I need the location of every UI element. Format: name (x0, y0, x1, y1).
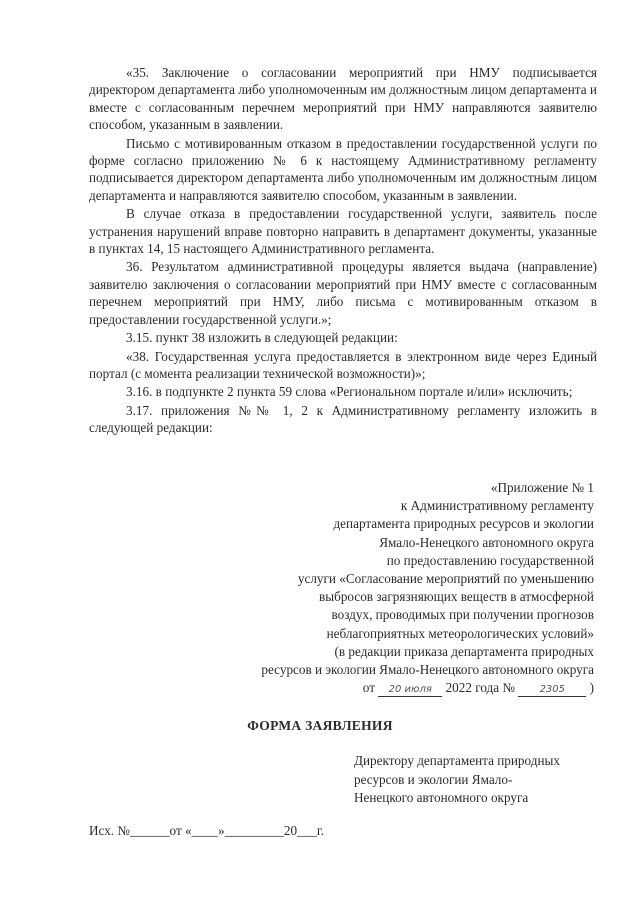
paragraph-38: «38. Государственная услуга предоставляется в электронном виде через Единый портал (с момента реализации технической возможности)»; (89, 348, 597, 381)
appendix-line: выбросов загрязняющих веществ в атмосферной (319, 589, 594, 605)
paragraph-refusal-letter: Письмо с мотивированным отказом в предоставлении государственной услуги по форме согласно приложению № 6 к настоящему Административному регламенту подписывается директором департамента либо уполномоченным им должностным лицом департамента и направляются заявителю способом, указанным в заявлении. (89, 135, 597, 203)
paragraph-3-15: 3.15. пункт 38 изложить в следующей редакции: (126, 330, 398, 346)
year-text: 2022 года № (445, 680, 515, 696)
addressee-line: Ненецкого автономного округа (354, 790, 529, 805)
appendix-line: неблагоприятных метеорологических условий» (326, 625, 594, 641)
appendix-line: к Административному регламенту (400, 498, 594, 514)
form-title: ФОРМА ЗАЯВЛЕНИЯ (247, 718, 393, 733)
paragraph-3-17: 3.17. приложения №№ 1, 2 к Административному регламенту изложить в следующей редакции: (89, 402, 597, 436)
handwritten-date: 20 июля (378, 684, 442, 697)
appendix-line: воздух, проводимых при получении прогнозов (331, 607, 594, 623)
appendix-line: «Приложение № 1 (490, 480, 594, 495)
addressee-line: ресурсов и экологии Ямало- (354, 771, 513, 787)
appendix-line: ресурсов и экологии Ямало-Ненецкого автономного округа (261, 662, 594, 678)
addressee-line: Директору департамента природных (354, 753, 560, 768)
order-date-line (190, 679, 594, 697)
closing-parenthesis: ) (589, 680, 594, 696)
body-text (89, 64, 597, 437)
paragraph-3-16: 3.16. в подпункте 2 пункта 59 слова «Региональном портале и/или» исключить; (126, 384, 573, 400)
handwritten-order-number: 2305 (518, 684, 586, 697)
appendix-line: услуги «Согласование мероприятий по уменьшению (297, 571, 594, 587)
appendix-line: Ямало-Ненецкого автономного округа (379, 534, 594, 550)
paragraph-35: «35. Заключение о согласовании мероприятий при НМУ подписывается директором департамента либо уполномоченным им должностным лицом департамента и вместе с согласованным перечнем мероприятий при НМУ направляются заявителю способом, указанным в заявлении. (89, 65, 597, 133)
appendix-line: (в редакции приказа департамента природных (334, 643, 594, 659)
appendix-heading (190, 479, 594, 697)
paragraph-resubmission: В случае отказа в предоставлении государственной услуги, заявитель после устранения нарушений вправе повторно направить в департамент документы, указанные в пунктах 14, 15 настоящего Административного регламента. (89, 206, 597, 257)
paragraph-36: 36. Результатом административной процедуры является выдача (направление) заявителю заключения о согласовании мероприятий при НМУ вместе с согласованным перечнем мероприятий при НМУ, либо письма с мотивированным отказом в предоставлении государственной услуги.»; (89, 259, 597, 327)
outgoing-number-line: Исх. №______от «____»_________20___г. (89, 823, 325, 838)
appendix-line: департамента природных ресурсов и экологии (333, 516, 594, 532)
addressee-block (354, 752, 604, 808)
appendix-line: по предоставлению государственной (386, 552, 594, 568)
date-prefix: от (362, 680, 375, 696)
